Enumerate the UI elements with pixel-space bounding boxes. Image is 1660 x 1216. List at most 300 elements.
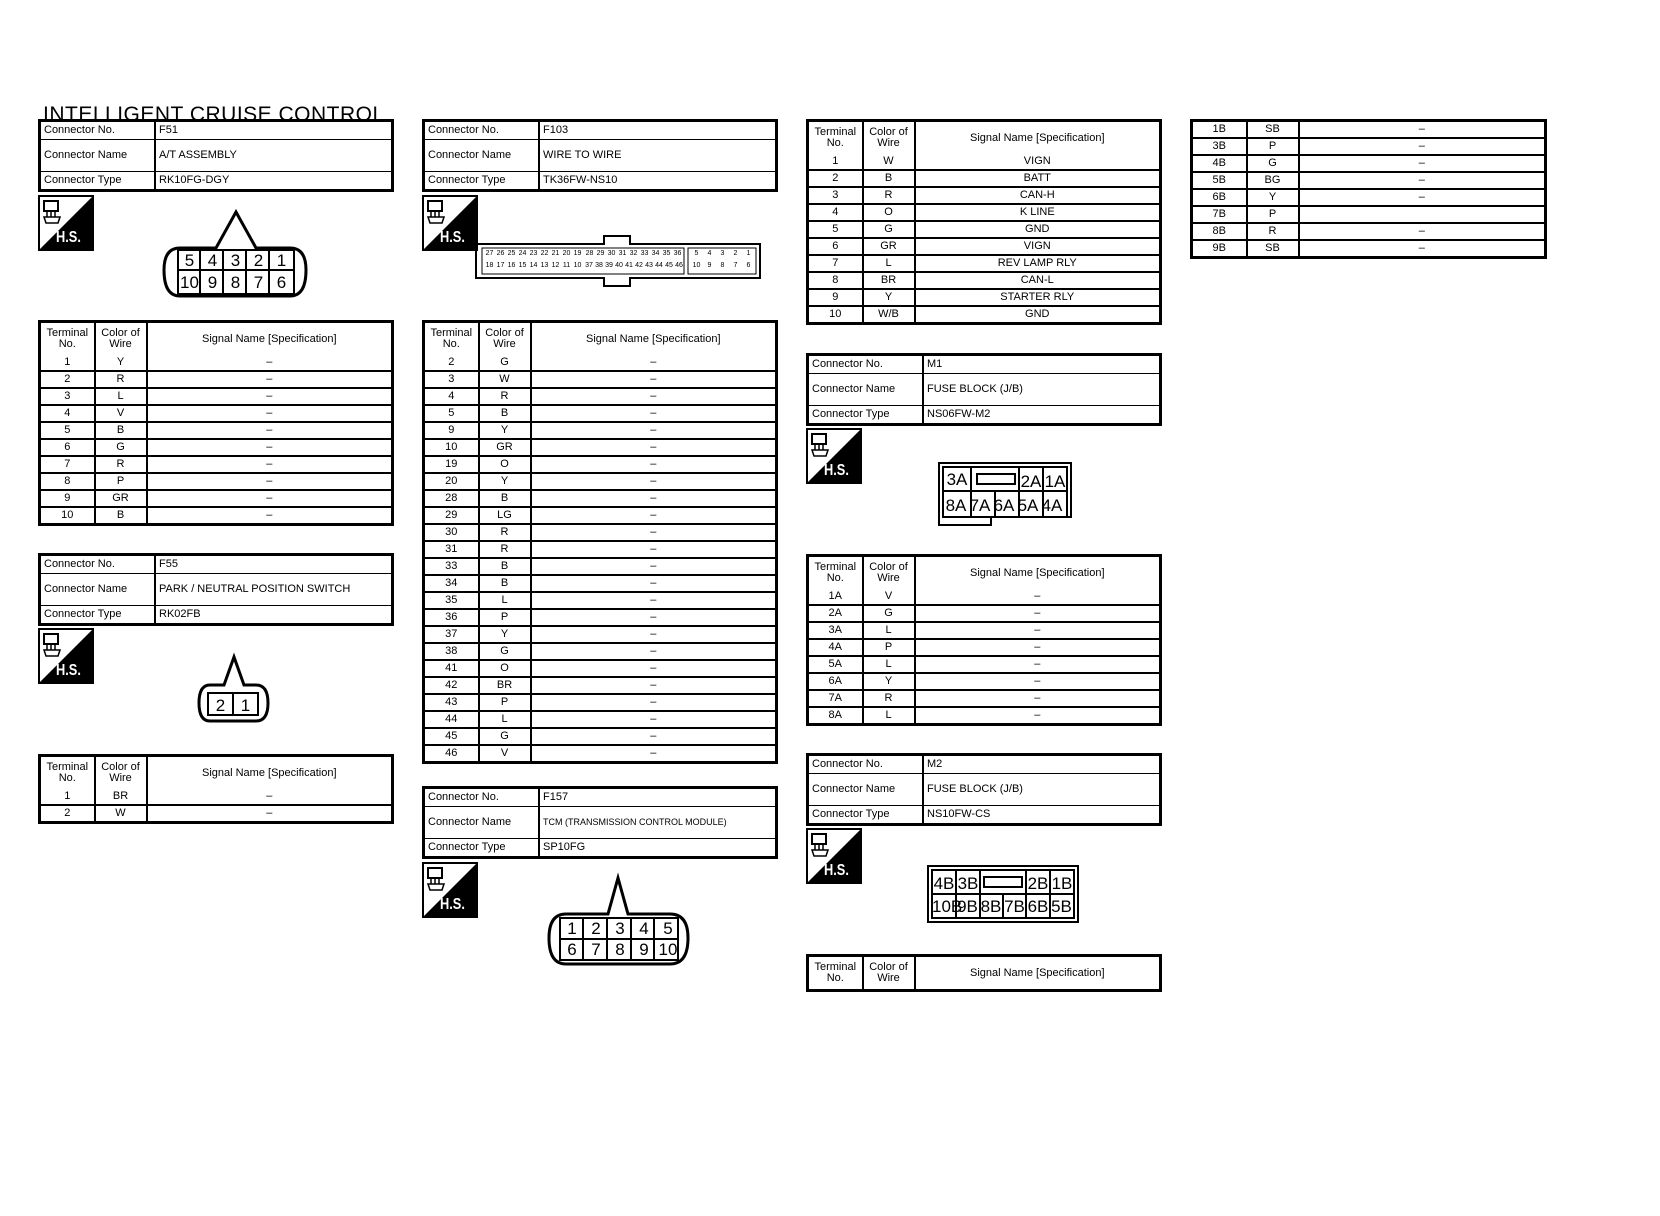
pin-label: 8A bbox=[945, 496, 967, 515]
label: Connector No. bbox=[424, 121, 540, 140]
connector-type: TK36FW-NS10 bbox=[539, 172, 777, 191]
label: Connector No. bbox=[40, 121, 156, 140]
terminal-no: 2 bbox=[64, 807, 71, 819]
wire-color: L bbox=[95, 388, 147, 405]
pin-label: 28 bbox=[585, 250, 594, 257]
harness-side-icon bbox=[806, 428, 862, 484]
connector-no: F55 bbox=[155, 555, 393, 574]
terminal-no: 44 bbox=[424, 711, 479, 728]
signal-name: – bbox=[531, 355, 777, 371]
signal-name: – bbox=[531, 524, 777, 541]
terminal-no: 38 bbox=[424, 643, 479, 660]
signal-name: – bbox=[147, 490, 393, 507]
terminal-no: 20 bbox=[424, 473, 479, 490]
terminal-no: 9 bbox=[808, 289, 863, 306]
pin-label: 11 bbox=[562, 262, 571, 269]
table-row bbox=[808, 306, 1161, 324]
pin-label: 21 bbox=[551, 250, 560, 257]
wire-color: Y bbox=[479, 626, 531, 643]
terminal-no: 1 bbox=[40, 789, 95, 805]
connector-type: RK02FB bbox=[155, 606, 393, 625]
wire-color: L bbox=[479, 592, 531, 609]
terminal-no: 1 bbox=[808, 154, 863, 170]
signal-name: – bbox=[531, 626, 777, 643]
terminal-no: 5 bbox=[424, 405, 479, 422]
f51-info-table bbox=[38, 119, 394, 192]
pin-label: 32 bbox=[629, 250, 638, 257]
pin-label: 2 bbox=[591, 919, 601, 938]
wire-color: G bbox=[479, 728, 531, 745]
header-signal: Signal Name [Specification] bbox=[915, 556, 1161, 590]
connector-name: WIRE TO WIRE bbox=[539, 140, 777, 172]
table-row bbox=[40, 422, 393, 439]
wire-color: GR bbox=[95, 490, 147, 507]
pin-label: 4A bbox=[1041, 496, 1063, 515]
table-row bbox=[1192, 172, 1546, 189]
f51-terminal-table bbox=[38, 320, 394, 526]
wire-color: R bbox=[863, 690, 915, 707]
signal-name: – bbox=[1299, 189, 1546, 206]
terminal-no: 6B bbox=[1192, 189, 1247, 206]
terminal-no: 2 bbox=[40, 371, 95, 388]
signal-name: – bbox=[531, 439, 777, 456]
signal-name: – bbox=[531, 592, 777, 609]
pin-label: 6A bbox=[993, 496, 1015, 515]
signal-name: – bbox=[531, 575, 777, 592]
pin-label: 7 bbox=[591, 940, 601, 959]
pin-label: 18 bbox=[485, 262, 494, 269]
label: Connector Type bbox=[40, 172, 156, 191]
pin-label: 37 bbox=[585, 262, 593, 269]
wire-color: B bbox=[479, 405, 531, 422]
pin-label: 40 bbox=[615, 262, 623, 269]
table-row bbox=[424, 711, 777, 728]
label: Connector Name bbox=[808, 774, 924, 806]
table-row bbox=[1192, 155, 1546, 172]
connector-no: F103 bbox=[539, 121, 777, 140]
terminal-no: 5B bbox=[1192, 172, 1247, 189]
signal-name: – bbox=[1299, 172, 1546, 189]
signal-name: – bbox=[531, 711, 777, 728]
terminal-no: 10 bbox=[829, 308, 842, 320]
wire-color: W bbox=[95, 805, 147, 823]
wire-color: SB bbox=[1247, 240, 1299, 258]
f103-connector-diagram bbox=[474, 232, 764, 288]
terminal-no: 33 bbox=[424, 558, 479, 575]
terminal-no: 30 bbox=[424, 524, 479, 541]
wire-color: W/B bbox=[863, 306, 915, 324]
wire-color: V bbox=[479, 745, 531, 763]
label: Connector Type bbox=[808, 406, 924, 425]
pin-label: 3B bbox=[957, 874, 979, 893]
label: Connector Type bbox=[424, 172, 540, 191]
signal-name: – bbox=[1299, 121, 1546, 139]
table-row bbox=[808, 187, 1161, 204]
f157-terminal-table bbox=[806, 119, 1162, 325]
terminal-no: 46 bbox=[445, 747, 458, 759]
signal-name: – bbox=[531, 507, 777, 524]
terminal-no: 7 bbox=[40, 456, 95, 473]
table-row bbox=[1192, 206, 1546, 223]
connector-name: A/T ASSEMBLY bbox=[155, 140, 393, 172]
label: Connector No. bbox=[424, 788, 540, 807]
pin-label: 6 bbox=[276, 273, 287, 292]
label: Connector Name bbox=[424, 140, 540, 172]
terminal-no: 31 bbox=[424, 541, 479, 558]
table-row bbox=[808, 255, 1161, 272]
table-row bbox=[808, 673, 1161, 690]
wire-color: O bbox=[479, 660, 531, 677]
wire-color: L bbox=[863, 707, 915, 725]
header-color: Color of Wire bbox=[95, 322, 147, 356]
header-color: Color of Wire bbox=[863, 956, 915, 991]
terminal-no: 3A bbox=[808, 622, 863, 639]
signal-name: – bbox=[531, 643, 777, 660]
page-title: INTELLIGENT CRUISE CONTROL bbox=[43, 103, 385, 126]
label: Connector No. bbox=[40, 555, 156, 574]
header-terminal: Terminal No. bbox=[814, 961, 857, 984]
table-row bbox=[40, 456, 393, 473]
pin-label: 8 bbox=[230, 273, 241, 292]
pin-label: 6 bbox=[567, 940, 577, 959]
terminal-no: 8A bbox=[828, 709, 842, 721]
terminal-no: 9 bbox=[40, 490, 95, 507]
wire-color: L bbox=[863, 255, 915, 272]
terminal-no: 7A bbox=[808, 690, 863, 707]
wire-color: V bbox=[863, 589, 915, 605]
signal-name: STARTER RLY bbox=[915, 289, 1161, 306]
terminal-no: 1B bbox=[1192, 121, 1247, 139]
pin-label: 4 bbox=[707, 250, 712, 257]
wire-color: Y bbox=[479, 473, 531, 490]
label: Connector Name bbox=[808, 374, 924, 406]
wire-color: B bbox=[95, 422, 147, 439]
m1-info-table bbox=[806, 353, 1162, 426]
signal-name: – bbox=[531, 609, 777, 626]
pin-label: 1 bbox=[240, 696, 251, 715]
table-row bbox=[40, 490, 393, 507]
signal-name: – bbox=[1299, 240, 1546, 258]
m2-terminal-table bbox=[1190, 119, 1547, 259]
pin-label: 5 bbox=[694, 250, 699, 257]
pin-label: 35 bbox=[662, 250, 671, 257]
pin-label: 8 bbox=[720, 262, 725, 269]
pin-label: 17 bbox=[496, 262, 505, 269]
table-row bbox=[424, 728, 777, 745]
signal-name: – bbox=[915, 639, 1161, 656]
table-row bbox=[424, 405, 777, 422]
pin-label: 3 bbox=[615, 919, 625, 938]
header-color: Color of Wire bbox=[479, 322, 531, 356]
signal-name: VIGN bbox=[915, 154, 1161, 170]
wire-color: P bbox=[479, 609, 531, 626]
table-row bbox=[1192, 121, 1546, 139]
wire-color: G bbox=[95, 439, 147, 456]
terminal-no: 41 bbox=[424, 660, 479, 677]
pin-label: 16 bbox=[507, 262, 516, 269]
wire-color: P bbox=[1247, 138, 1299, 155]
table-row bbox=[424, 626, 777, 643]
header-signal: Signal Name [Specification] bbox=[147, 322, 393, 356]
hs-label: H.S. bbox=[440, 229, 465, 246]
wire-color: G bbox=[863, 221, 915, 238]
header-color: Color of Wire bbox=[863, 556, 915, 590]
signal-name: – bbox=[531, 490, 777, 507]
table-row bbox=[424, 677, 777, 694]
label: Connector Type bbox=[424, 839, 540, 858]
signal-name: – bbox=[915, 622, 1161, 639]
signal-name: – bbox=[147, 371, 393, 388]
connector-type: RK10FG-DGY bbox=[155, 172, 393, 191]
pin-label: 7A bbox=[969, 496, 991, 515]
wire-color: G bbox=[479, 643, 531, 660]
wire-color: SB bbox=[1247, 121, 1299, 139]
header-terminal: Terminal No. bbox=[814, 561, 857, 584]
pin-label: 3A bbox=[946, 470, 968, 489]
table-row bbox=[424, 371, 777, 388]
pin-label: 29 bbox=[596, 250, 605, 257]
pin-label: 42 bbox=[635, 262, 643, 269]
pin-label: 43 bbox=[645, 262, 653, 269]
table-row bbox=[808, 238, 1161, 255]
terminal-no: 9 bbox=[424, 422, 479, 439]
signal-name: CAN-H bbox=[915, 187, 1161, 204]
signal-name: – bbox=[915, 690, 1161, 707]
pin-label: 44 bbox=[655, 262, 663, 269]
pin-label: 6B bbox=[1027, 897, 1049, 916]
signal-name: – bbox=[531, 728, 777, 745]
signal-name: – bbox=[531, 473, 777, 490]
pin-label: 24 bbox=[518, 250, 527, 257]
pin-label: 9 bbox=[707, 262, 712, 269]
terminal-no: 45 bbox=[424, 728, 479, 745]
signal-name: – bbox=[531, 541, 777, 558]
header-signal: Signal Name [Specification] bbox=[915, 956, 1161, 991]
label: Connector No. bbox=[808, 755, 924, 774]
signal-name: – bbox=[147, 439, 393, 456]
pin-label: 15 bbox=[518, 262, 527, 269]
terminal-no: 10 bbox=[424, 439, 479, 456]
table-row bbox=[808, 221, 1161, 238]
wire-color: O bbox=[479, 456, 531, 473]
wire-color: LG bbox=[479, 507, 531, 524]
pin-label: 5B bbox=[1051, 897, 1072, 916]
pin-label: 6 bbox=[746, 262, 751, 269]
table-row bbox=[40, 405, 393, 422]
header-color: Color of Wire bbox=[95, 756, 147, 790]
table-row bbox=[808, 690, 1161, 707]
wire-color: P bbox=[863, 639, 915, 656]
connector-name: PARK / NEUTRAL POSITION SWITCH bbox=[155, 574, 393, 606]
wire-color: L bbox=[863, 622, 915, 639]
terminal-no: 5A bbox=[808, 656, 863, 673]
f103-terminal-table bbox=[422, 320, 778, 764]
wire-color: BR bbox=[863, 272, 915, 289]
table-row bbox=[424, 694, 777, 711]
f55-connector-diagram bbox=[196, 655, 272, 725]
label: Connector Name bbox=[424, 807, 540, 839]
wire-color: R bbox=[479, 541, 531, 558]
terminal-no: 19 bbox=[424, 456, 479, 473]
pin-label: 46 bbox=[675, 262, 683, 269]
pin-label: 4 bbox=[639, 919, 649, 938]
wire-color: Y bbox=[479, 422, 531, 439]
pin-label: 9B bbox=[957, 897, 978, 916]
signal-name: – bbox=[1299, 223, 1546, 240]
table-row bbox=[424, 609, 777, 626]
f55-terminal-table bbox=[38, 754, 394, 824]
connector-type: NS10FW-CS bbox=[923, 806, 1161, 825]
m2-info-table bbox=[806, 753, 1162, 826]
wire-color: R bbox=[863, 187, 915, 204]
wire-color: BR bbox=[95, 789, 147, 805]
pin-label: 4B bbox=[933, 874, 955, 893]
label: Connector Type bbox=[40, 606, 156, 625]
terminal-no: 10 bbox=[61, 509, 74, 521]
terminal-no: 3 bbox=[40, 388, 95, 405]
terminal-no: 36 bbox=[424, 609, 479, 626]
harness-side-icon bbox=[422, 862, 478, 918]
signal-name: – bbox=[147, 405, 393, 422]
table-row bbox=[40, 388, 393, 405]
pin-label: 5 bbox=[184, 251, 195, 270]
signal-name: – bbox=[531, 405, 777, 422]
signal-name: – bbox=[531, 660, 777, 677]
pin-label: 5A bbox=[1017, 496, 1039, 515]
terminal-no: 29 bbox=[424, 507, 479, 524]
pin-label: 14 bbox=[529, 262, 538, 269]
table-row bbox=[808, 605, 1161, 622]
m1-terminal-table bbox=[806, 554, 1162, 726]
terminal-no: 8 bbox=[808, 272, 863, 289]
table-row bbox=[1192, 240, 1546, 258]
pin-label: 12 bbox=[551, 262, 560, 269]
wire-color: B bbox=[95, 507, 147, 525]
pin-label: 3 bbox=[720, 250, 725, 257]
pin-label: 10 bbox=[180, 273, 199, 292]
signal-name: – bbox=[915, 589, 1161, 605]
label: Connector Type bbox=[808, 806, 924, 825]
label: Connector Name bbox=[40, 574, 156, 606]
wire-color: O bbox=[863, 204, 915, 221]
table-row bbox=[40, 789, 393, 805]
pin-label: 41 bbox=[625, 262, 633, 269]
terminal-no: 7 bbox=[808, 255, 863, 272]
table-row bbox=[424, 456, 777, 473]
table-row bbox=[808, 289, 1161, 306]
signal-name: REV LAMP RLY bbox=[915, 255, 1161, 272]
terminal-no: 37 bbox=[424, 626, 479, 643]
wire-color: G bbox=[479, 355, 531, 371]
pin-label: 45 bbox=[665, 262, 673, 269]
pin-label: 2 bbox=[253, 251, 264, 270]
table-row bbox=[424, 592, 777, 609]
pin-label: 9 bbox=[639, 940, 649, 959]
connector-name: FUSE BLOCK (J/B) bbox=[923, 374, 1161, 406]
table-row bbox=[40, 439, 393, 456]
terminal-no: 43 bbox=[424, 694, 479, 711]
table-row bbox=[40, 805, 393, 823]
table-row bbox=[40, 507, 393, 525]
connector-no: M2 bbox=[923, 755, 1161, 774]
wire-color: B bbox=[479, 575, 531, 592]
table-row bbox=[1192, 138, 1546, 155]
header-terminal: Terminal No. bbox=[46, 327, 89, 350]
pin-label: 25 bbox=[507, 250, 516, 257]
pin-label: 2B bbox=[1027, 874, 1049, 893]
pin-label: 7 bbox=[733, 262, 738, 269]
pin-label: 8B bbox=[980, 897, 1002, 916]
wire-color: V bbox=[95, 405, 147, 422]
signal-name: – bbox=[147, 805, 393, 823]
hs-label: H.S. bbox=[56, 229, 81, 246]
signal-name: BATT bbox=[915, 170, 1161, 187]
pin-label: 10 bbox=[573, 262, 582, 269]
signal-name: – bbox=[531, 558, 777, 575]
table-row bbox=[40, 473, 393, 490]
signal-name: – bbox=[147, 507, 393, 525]
terminal-no: 3 bbox=[424, 371, 479, 388]
signal-name: – bbox=[1299, 138, 1546, 155]
pin-label: 4 bbox=[207, 251, 218, 270]
hs-label: H.S. bbox=[824, 462, 849, 479]
terminal-no: 6A bbox=[808, 673, 863, 690]
pin-label: 23 bbox=[529, 250, 538, 257]
wire-color: R bbox=[479, 524, 531, 541]
table-row bbox=[424, 575, 777, 592]
signal-name bbox=[1299, 206, 1546, 223]
pin-label: 5 bbox=[663, 919, 673, 938]
connector-name: TCM (TRANSMISSION CONTROL MODULE) bbox=[539, 807, 777, 839]
pin-label: 9 bbox=[207, 273, 218, 292]
signal-name: – bbox=[1299, 155, 1546, 172]
pin-label: 13 bbox=[540, 262, 549, 269]
label: Connector No. bbox=[808, 355, 924, 374]
terminal-no: 4 bbox=[424, 388, 479, 405]
header-terminal: Terminal No. bbox=[430, 327, 473, 350]
connector-type: NS06FW-M2 bbox=[923, 406, 1161, 425]
header-signal: Signal Name [Specification] bbox=[531, 322, 777, 356]
header-terminal: Terminal No. bbox=[46, 761, 89, 784]
pin-label: 31 bbox=[618, 250, 627, 257]
terminal-no: 4 bbox=[40, 405, 95, 422]
signal-name: – bbox=[531, 694, 777, 711]
table-row bbox=[424, 422, 777, 439]
pin-label: 38 bbox=[595, 262, 603, 269]
terminal-no: 1A bbox=[808, 589, 863, 605]
pin-label: 1B bbox=[1051, 874, 1073, 893]
signal-name: – bbox=[147, 789, 393, 805]
table-row bbox=[424, 490, 777, 507]
pin-label: 7 bbox=[253, 273, 264, 292]
connector-no: M1 bbox=[923, 355, 1161, 374]
harness-side-icon bbox=[422, 195, 478, 251]
pin-label: 39 bbox=[605, 262, 613, 269]
pin-label: 26 bbox=[496, 250, 505, 257]
pin-label: 1 bbox=[276, 251, 287, 270]
table-row bbox=[424, 473, 777, 490]
connector-name: FUSE BLOCK (J/B) bbox=[923, 774, 1161, 806]
pin-label: 2 bbox=[215, 696, 226, 715]
table-row bbox=[808, 170, 1161, 187]
terminal-no: 4A bbox=[808, 639, 863, 656]
signal-name: GND bbox=[915, 306, 1161, 324]
signal-name: – bbox=[915, 656, 1161, 673]
terminal-no: 4 bbox=[808, 204, 863, 221]
connector-type: SP10FG bbox=[539, 839, 777, 858]
terminal-no: 2 bbox=[424, 355, 479, 371]
signal-name: CAN-L bbox=[915, 272, 1161, 289]
